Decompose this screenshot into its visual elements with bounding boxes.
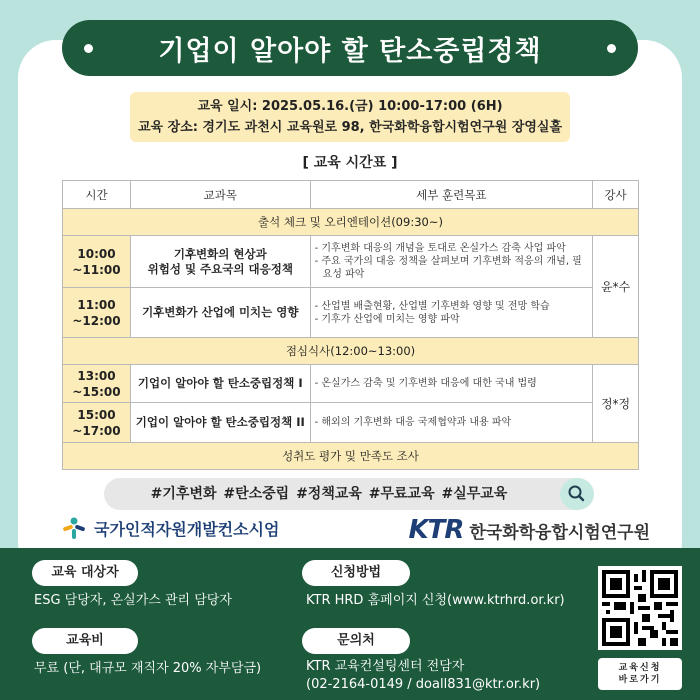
header-course: 교과목 xyxy=(130,181,310,209)
detail-cell: - 온실가스 감축 및 기후변화 대응에 대한 국내 법령 xyxy=(310,365,592,403)
qr-code-icon xyxy=(602,570,678,646)
target-label: 교육 대상자 xyxy=(32,560,138,586)
logo-row xyxy=(60,515,650,543)
instructor-cell: 정*정 xyxy=(593,365,639,443)
contact-line-2: (02-2164-0149 / doall831@ktr.or.kr) xyxy=(306,677,541,692)
time-cell: 15:00 ~17:00 xyxy=(63,403,131,443)
header-time: 시간 xyxy=(63,181,131,209)
page-title: 기업이 알아야 할 탄소중립정책 xyxy=(158,35,542,67)
hashtag-text: #기후변화 #탄소중립 #정책교육 #무료교육 #실무교육 xyxy=(150,486,508,502)
search-button[interactable] xyxy=(560,478,594,510)
bullet-dot xyxy=(607,44,616,53)
qr-code[interactable] xyxy=(598,566,682,650)
course-cell: 기후변화가 산업에 미치는 영향 xyxy=(130,288,310,338)
detail-cell: - 기후변화 대응의 개념을 토대로 온실가스 감축 사업 파악 - 주요 국가의 대응 정책을 살펴보며 기후변화 적응의 개념, 필요성 파악 xyxy=(310,236,592,288)
course-cell: 기업이 알아야 할 탄소중립정책 I xyxy=(130,365,310,403)
apply-text: KTR HRD 홈페이지 신청(www.ktrhrd.or.kr) xyxy=(306,593,565,608)
time-cell: 10:00 ~11:00 xyxy=(63,236,131,288)
time-cell: 13:00 ~15:00 xyxy=(63,365,131,403)
search-icon xyxy=(560,478,594,510)
course-cell: 기후변화의 현상과 위험성 및 주요국의 대응정책 xyxy=(130,236,310,288)
course-date: 교육 일시: 2025.05.16.(금) 10:00-17:00 (6H) xyxy=(197,99,503,114)
consortium-logo-icon xyxy=(60,515,88,541)
info-box xyxy=(130,92,570,142)
ktr-logo xyxy=(408,515,650,545)
ktr-mark: KTR xyxy=(408,515,464,545)
time-cell: 11:00 ~12:00 xyxy=(63,288,131,338)
lunch-row: 점심식사(12:00~13:00) xyxy=(63,338,639,365)
instructor-cell: 윤*수 xyxy=(593,236,639,338)
contact-label: 문의처 xyxy=(302,628,410,654)
contact-text xyxy=(306,658,540,694)
detail-cell: - 해외의 기후변화 대응 국제협약과 내용 파악 xyxy=(310,403,592,443)
title-banner xyxy=(62,20,638,76)
apply-label: 신청방법 xyxy=(302,560,410,586)
table-row xyxy=(63,288,639,338)
table-row xyxy=(63,236,639,288)
schedule-table xyxy=(62,180,639,470)
consortium-logo xyxy=(60,515,279,541)
checkin-row: 출석 체크 및 오리엔테이션(09:30~) xyxy=(63,209,639,236)
table-row xyxy=(63,365,639,403)
bullet-dot xyxy=(84,44,93,53)
survey-row: 성취도 평가 및 만족도 조사 xyxy=(63,443,639,470)
fee-label: 교육비 xyxy=(32,628,138,654)
table-row xyxy=(63,403,639,443)
fee-text: 무료 (단, 대규모 재직자 20% 자부담금) xyxy=(34,661,262,676)
detail-cell: - 산업별 배출현황, 산업별 기후변화 영향 및 전망 학습 - 기후가 산업에 미치는 영향 파악 xyxy=(310,288,592,338)
hashtag-search-bar[interactable] xyxy=(104,478,594,510)
header-detail: 세부 훈련목표 xyxy=(310,181,592,209)
contact-line-1: KTR 교육컨설팅센터 전담자 xyxy=(306,659,465,674)
course-cell: 기업이 알아야 할 탄소중립정책 II xyxy=(130,403,310,443)
schedule-title: [ 교육 시간표 ] xyxy=(302,155,398,171)
apply-shortcut-button[interactable]: 교육신청 바로가기 xyxy=(598,658,682,690)
header-instructor: 강사 xyxy=(593,181,639,209)
course-place: 교육 장소: 경기도 과천시 교육원로 98, 한국화학융합시험연구원 장영실홀 xyxy=(137,120,563,135)
target-text: ESG 담당자, 온실가스 관리 담당자 xyxy=(34,593,232,608)
table-header-row xyxy=(63,181,639,209)
ktr-name: 한국화학융합시험연구원 xyxy=(469,522,650,543)
consortium-name: 국가인적자원개발컨소시엄 xyxy=(94,519,280,539)
